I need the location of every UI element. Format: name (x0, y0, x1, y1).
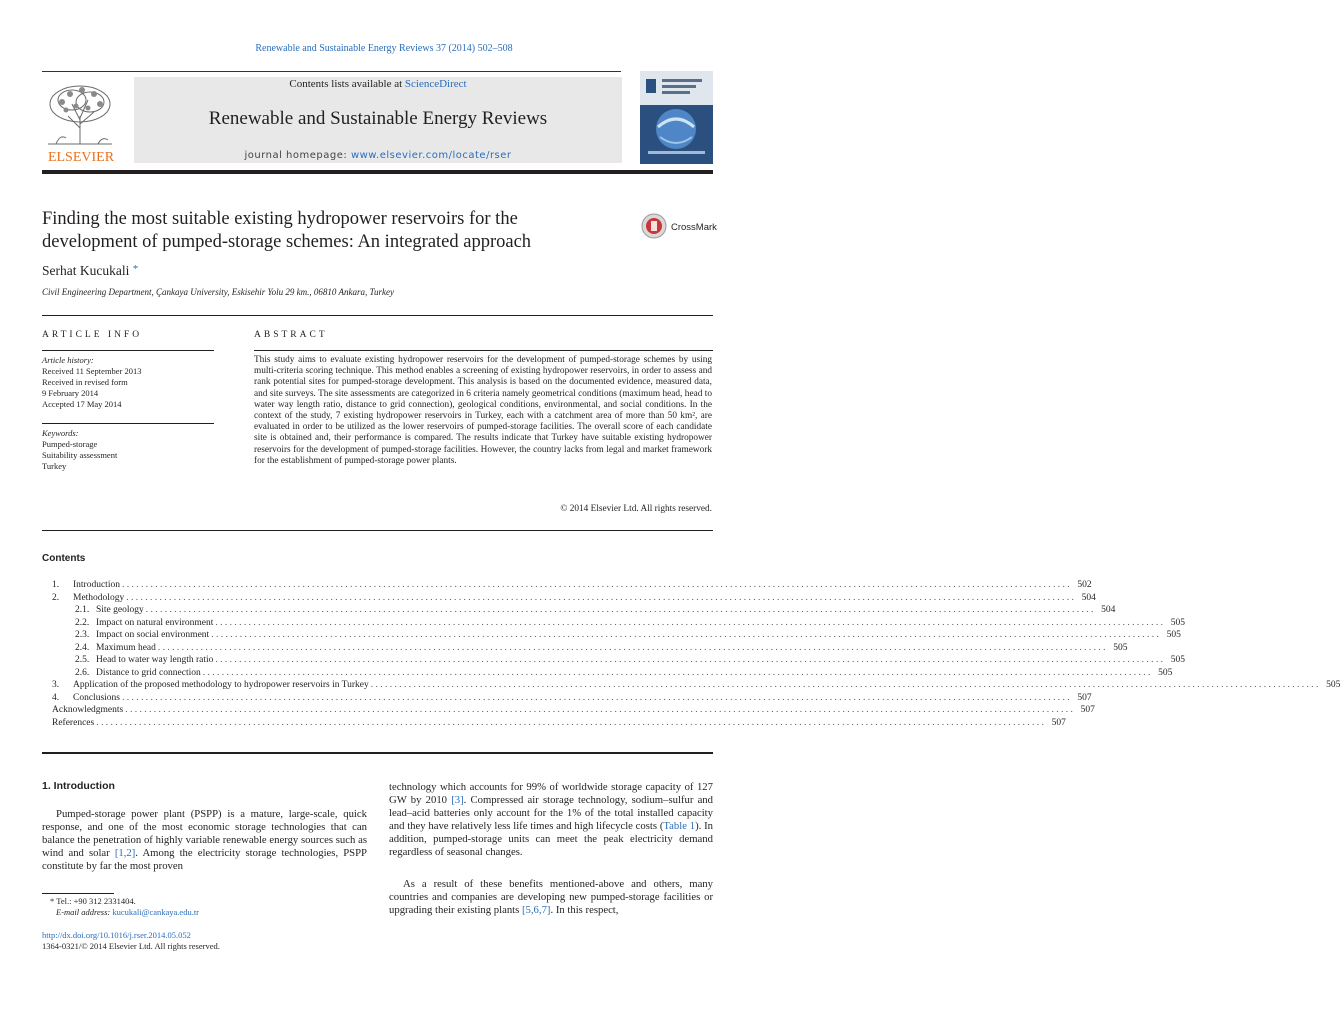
elsevier-logo[interactable] (42, 80, 120, 164)
toc-entry-number (42, 704, 52, 717)
toc-entry-title: Conclusions (73, 692, 120, 703)
divider-rule (42, 752, 713, 754)
abstract-heading: ABSTRACT (254, 330, 328, 340)
keywords-list (42, 428, 214, 472)
keyword-item: Pumped-storage (42, 439, 98, 449)
author-affiliation: Civil Engineering Department, Çankaya University, Eskisehir Yolu 29 km., 06810 Ankara, Turkey (42, 287, 394, 297)
keyword-item: Suitability assessment (42, 450, 118, 460)
toc-entry[interactable] (42, 604, 1116, 617)
toc-entry-number: 2.5. (75, 655, 90, 665)
toc-entry[interactable] (42, 592, 1096, 605)
abstract-text: This study aims to evaluate existing hydropower reservoirs for the development of pumped-storage schemes by using multi-criteria scoring technique. This method enables a screening of existing hydropower reservoirs, in order to assess and rank potential sites for pumped-storage development. This analysis is based on the documented evidence, measured data, and site surveys. The site assessments are categorized in 6 criteria namely geometrical conditions (maximum head, head to water way length ratio, distance to grid connection), geological conditions, environmental, and social conditions. In the context of the study, 7 existing hydropower reservoirs in Turkey, each with a catchment area of more than 50 km², are evaluated in order to be utilized as the lower reservoirs of pumped-storage facilities. The overall score of each candidate site is obtained and, their performance is compared. The results indicate that Turkey have suitable existing hydropower reservoirs for the development of pumped-storage facilities. However, the country lacks from legal and market framework for the establishment of pumped-storage power plants. (254, 355, 712, 466)
keyword-item: Turkey (42, 461, 67, 471)
doi-block (42, 930, 367, 952)
toc-entry-title: Site geology (96, 605, 144, 615)
body-paragraph: technology which accounts for 99% of worldwide storage capacity of 127 GW by 2010 [3]. Compressed air storage technology, sodium–sulfur and lead–acid batteries only account for the 1% of the total installed capacity and they have relatively less life times and high lifecycle costs (Table 1). In addition, pumped-storage units can meet the peak electricity demand regardless of seasonal changes. (389, 781, 713, 859)
crossmark-badge[interactable] (641, 212, 721, 240)
table-of-contents (42, 579, 1340, 729)
toc-entry-page: 507 (1077, 692, 1092, 703)
toc-entry-number: 4. (52, 692, 60, 703)
toc-entry-number (42, 717, 52, 730)
toc-entry[interactable] (42, 579, 1092, 592)
toc-entry-page: 507 (1080, 705, 1095, 715)
journal-citation-link[interactable]: Renewable and Sustainable Energy Reviews 37 (2014) 502–508 (255, 43, 513, 54)
author-name: Serhat Kucukali (42, 263, 130, 278)
toc-entry-page: 502 (1077, 580, 1092, 590)
toc-entry-number: 2. (52, 592, 60, 603)
citation-link[interactable]: [5,6,7] (521, 904, 551, 917)
toc-entry-page: 507 (1051, 717, 1066, 728)
toc-entry[interactable] (42, 679, 1340, 692)
toc-leader-dots: . . . . . . . . . . . . . . . . . . . . . . . . . . . . . . . . . . . . . . . . . . . . . . . . . . . . . . . . . . . . . . . . . . . . . . . . . . . . . . . . . . . . . . . . . . . . . . . . . . . . . . . . . . . . . . . . . . . . . . . . . . . . . . . . . . . . . . . . . . . . . . . . . . . . . . . . . . . . . . . . . . . . . . . . . . . . . . . . . . . . . . . . . . . . . . . . . . . . . . . . (121, 580, 1070, 590)
cover-image-icon (640, 71, 713, 164)
toc-entry-title: Distance to grid connection (96, 667, 201, 678)
toc-leader-dots: . . . . . . . . . . . . . . . . . . . . . . . . . . . . . . . . . . . . . . . . . . . . . . . . . . . . . . . . . . . . . . . . . . . . . . . . . . . . . . . . . . . . . . . . . . . . . . . . . . . . . . . . . . . . . . . . . . . . . . . . . . . . . . . . . . . . . . . . . . . . . . . . . . . . . . . . . . . . . . . . . . . . . . . . . . . . . . . . . . . . . . . . . . . . . . . . . . . . . . . . (211, 630, 1159, 640)
history-item: Received in revised form (42, 377, 128, 387)
doi-link[interactable]: http://dx.doi.org/10.1016/j.rser.2014.05.052 (42, 930, 191, 940)
toc-entry[interactable] (42, 692, 1092, 705)
article-history (42, 355, 214, 410)
contents-available-line: Contents lists available at ScienceDirect (289, 78, 467, 90)
divider-rule (42, 530, 713, 531)
sciencedirect-link[interactable]: ScienceDirect (404, 78, 467, 90)
toc-leader-dots: . . . . . . . . . . . . . . . . . . . . . . . . . . . . . . . . . . . . . . . . . . . . . . . . . . . . . . . . . . . . . . . . . . . . . . . . . . . . . . . . . . . . . . . . . . . . . . . . . . . . . . . . . . . . . . . . . . . . . . . . . . . . . . . . . . . . . . . . . . . . . . . . . . . . . . . . . . . . . . . . . . . . . . . . . . . . . . . . . . . . . . . . . . . . . . . . . . . . . . . . (215, 655, 1164, 665)
footnote-tel: * Tel.: +90 312 2331404. (50, 896, 136, 906)
abstract-rule (254, 350, 713, 351)
divider-rule (42, 315, 713, 316)
journal-title: Renewable and Sustainable Energy Reviews (208, 108, 548, 129)
toc-entry-page: 505 (1326, 680, 1340, 690)
issn-line: 1364-0321/© 2014 Elsevier Ltd. All rights reserved. (42, 941, 220, 951)
toc-entry-page: 504 (1081, 592, 1096, 603)
journal-homepage-line: journal homepage: www.elsevier.com/locate/rser (244, 150, 512, 161)
toc-entry-title: Impact on social environment (96, 630, 210, 640)
toc-entry-title: Head to water way length ratio (96, 655, 214, 665)
body-paragraph: Pumped-storage power plant (PSPP) is a mature, large-scale, quick response, and one of the most economic storage technologies that can balance the penetration of highly variable renewable energy sources such as wind and solar [1,2]. Among the electricity storage technologies, PSPP constitute by far the most proven (42, 808, 367, 873)
toc-entry-page: 505 (1170, 617, 1186, 628)
toc-entry-title: Introduction (73, 580, 120, 590)
email-label: E-mail address: (56, 907, 113, 917)
toc-leader-dots: . . . . . . . . . . . . . . . . . . . . . . . . . . . . . . . . . . . . . . . . . . . . . . . . . . . . . . . . . . . . . . . . . . . . . . . . . . . . . . . . . . . . . . . . . . . . . . . . . . . . . . . . . . . . . . . . . . . . . . . . . . . . . . . . . . . . . . . . . . . . . . . . . . . . . . . . . . . . . . . . . . . . . . . . . . . . . . . . . . . . . . . . . . . . . . . . . . . . . . . . (126, 592, 1074, 603)
history-item: 9 February 2014 (42, 388, 99, 398)
toc-entry-number: 2.1. (75, 605, 90, 615)
toc-entry-number: 2.6. (75, 667, 90, 678)
history-item: Received 11 September 2013 (42, 366, 142, 376)
toc-leader-dots: . . . . . . . . . . . . . . . . . . . . . . . . . . . . . . . . . . . . . . . . . . . . . . . . . . . . . . . . . . . . . . . . . . . . . . . . . . . . . . . . . . . . . . . . . . . . . . . . . . . . . . . . . . . . . . . . . . . . . . . . . . . . . . . . . . . . . . . . . . . . . . . . . . . . . . . . . . . . . . . . . . . . . . . . . . . . . . . . . . . . . . . . . . . . . . . . . . . . . . . . (202, 667, 1151, 678)
toc-entry[interactable] (42, 667, 1173, 680)
toc-entry-title: Methodology (73, 592, 125, 603)
article-info-heading: ARTICLE INFO (42, 330, 143, 340)
toc-entry[interactable] (42, 704, 1095, 717)
body-paragraph: As a result of these benefits mentioned-above and others, many countries and companies are developing new pumped-storage facilities or upgrading their existing plants [5,6,7]. In this respect, (389, 878, 713, 917)
contents-heading: Contents (42, 553, 86, 564)
toc-leader-dots: . . . . . . . . . . . . . . . . . . . . . . . . . . . . . . . . . . . . . . . . . . . . . . . . . . . . . . . . . . . . . . . . . . . . . . . . . . . . . . . . . . . . . . . . . . . . . . . . . . . . . . . . . . . . . . . . . . . . . . . . . . . . . . . . . . . . . . . . . . . . . . . . . . . . . . . . . . . . . . . . . . . . . . . . . . . . . . . . . . . . . . . . . . . . . . . . . . . . . . . . (370, 680, 1319, 690)
toc-leader-dots: . . . . . . . . . . . . . . . . . . . . . . . . . . . . . . . . . . . . . . . . . . . . . . . . . . . . . . . . . . . . . . . . . . . . . . . . . . . . . . . . . . . . . . . . . . . . . . . . . . . . . . . . . . . . . . . . . . . . . . . . . . . . . . . . . . . . . . . . . . . . . . . . . . . . . . . . . . . . . . . . . . . . . . . . . . . . . . . . . . . . . . . . . . . . . . . . . . . . . . . . (125, 705, 1073, 715)
toc-entry[interactable] (42, 642, 1128, 655)
toc-entry[interactable] (42, 654, 1186, 667)
toc-entry-title: References (52, 717, 95, 728)
keywords-rule (42, 423, 214, 424)
toc-entry-number: 2.4. (75, 642, 90, 653)
toc-leader-dots: . . . . . . . . . . . . . . . . . . . . . . . . . . . . . . . . . . . . . . . . . . . . . . . . . . . . . . . . . . . . . . . . . . . . . . . . . . . . . . . . . . . . . . . . . . . . . . . . . . . . . . . . . . . . . . . . . . . . . . . . . . . . . . . . . . . . . . . . . . . . . . . . . . . . . . . . . . . . . . . . . . . . . . . . . . . . . . . . . . . . . . . . . . . . . . . . . . . . . . . . (215, 617, 1164, 628)
toc-entry-title: Impact on natural environment (96, 617, 214, 628)
author-line (42, 263, 138, 279)
header-rule (42, 71, 621, 72)
crossmark-label: CrossMark (671, 222, 717, 233)
toc-entry-title: Acknowledgments (52, 705, 124, 715)
article-info-rule (42, 350, 214, 351)
journal-homepage-link[interactable]: www.elsevier.com/locate/rser (350, 150, 512, 161)
footnotes (42, 896, 367, 918)
toc-leader-dots: . . . . . . . . . . . . . . . . . . . . . . . . . . . . . . . . . . . . . . . . . . . . . . . . . . . . . . . . . . . . . . . . . . . . . . . . . . . . . . . . . . . . . . . . . . . . . . . . . . . . . . . . . . . . . . . . . . . . . . . . . . . . . . . . . . . . . . . . . . . . . . . . . . . . . . . . . . . . . . . . . . . . . . . . . . . . . . . . . . . . . . . . . . . . . . . . . . . . . . . . (145, 605, 1094, 615)
toc-entry-number: 3. (52, 680, 60, 690)
toc-leader-dots: . . . . . . . . . . . . . . . . . . . . . . . . . . . . . . . . . . . . . . . . . . . . . . . . . . . . . . . . . . . . . . . . . . . . . . . . . . . . . . . . . . . . . . . . . . . . . . . . . . . . . . . . . . . . . . . . . . . . . . . . . . . . . . . . . . . . . . . . . . . . . . . . . . . . . . . . . . . . . . . . . . . . . . . . . . . . . . . . . . . . . . . . . . . . . . . . . . . . . . . . (157, 642, 1106, 653)
toc-entry[interactable] (42, 617, 1186, 630)
article-title: Finding the most suitable existing hydropower reservoirs for the development of pumped-storage schemes: An integrated approach (42, 209, 532, 252)
toc-entry-page: 505 (1170, 655, 1186, 665)
toc-entry[interactable] (42, 629, 1181, 642)
keywords-label: Keywords: (42, 428, 79, 438)
footnote-rule (42, 893, 114, 894)
citation-link[interactable]: [3] (451, 794, 464, 807)
toc-leader-dots: . . . . . . . . . . . . . . . . . . . . . . . . . . . . . . . . . . . . . . . . . . . . . . . . . . . . . . . . . . . . . . . . . . . . . . . . . . . . . . . . . . . . . . . . . . . . . . . . . . . . . . . . . . . . . . . . . . . . . . . . . . . . . . . . . . . . . . . . . . . . . . . . . . . . . . . . . . . . . . . . . . . . . . . . . . . . . . . . . . . . . . . . . . . . . . . . . . . . . . . . (96, 717, 1044, 728)
journal-cover-thumbnail[interactable] (640, 71, 713, 164)
history-item: Accepted 17 May 2014 (42, 399, 122, 409)
citation-link[interactable]: [1,2] (114, 847, 136, 860)
toc-entry-page: 504 (1101, 605, 1116, 615)
elsevier-wordmark: ELSEVIER (47, 150, 115, 165)
history-label: Article history: (42, 355, 94, 365)
elsevier-tree-icon (42, 80, 120, 164)
toc-entry-page: 505 (1113, 642, 1128, 653)
toc-entry-title: Application of the proposed methodology to hydropower reservoirs in Turkey (73, 680, 369, 690)
table-link[interactable]: Table 1 (663, 820, 696, 833)
header-thick-rule (42, 170, 713, 174)
toc-leader-dots: . . . . . . . . . . . . . . . . . . . . . . . . . . . . . . . . . . . . . . . . . . . . . . . . . . . . . . . . . . . . . . . . . . . . . . . . . . . . . . . . . . . . . . . . . . . . . . . . . . . . . . . . . . . . . . . . . . . . . . . . . . . . . . . . . . . . . . . . . . . . . . . . . . . . . . . . . . . . . . . . . . . . . . . . . . . . . . . . . . . . . . . . . . . . . . . . . . . . . . . . (121, 692, 1070, 703)
toc-entry-number: 2.3. (75, 630, 90, 640)
email-link[interactable]: kucukali@cankaya.edu.tr (112, 907, 200, 917)
abstract-copyright: © 2014 Elsevier Ltd. All rights reserved. (560, 504, 712, 514)
toc-entry-page: 505 (1158, 667, 1173, 678)
corresponding-author-mark[interactable]: * (132, 263, 139, 275)
toc-entry-number: 1. (52, 580, 60, 590)
toc-entry-number: 2.2. (75, 617, 90, 628)
toc-entry[interactable] (42, 717, 1066, 730)
section-heading-introduction: 1. Introduction (42, 780, 115, 792)
toc-entry-page: 505 (1166, 630, 1181, 640)
toc-entry-title: Maximum head (96, 642, 156, 653)
